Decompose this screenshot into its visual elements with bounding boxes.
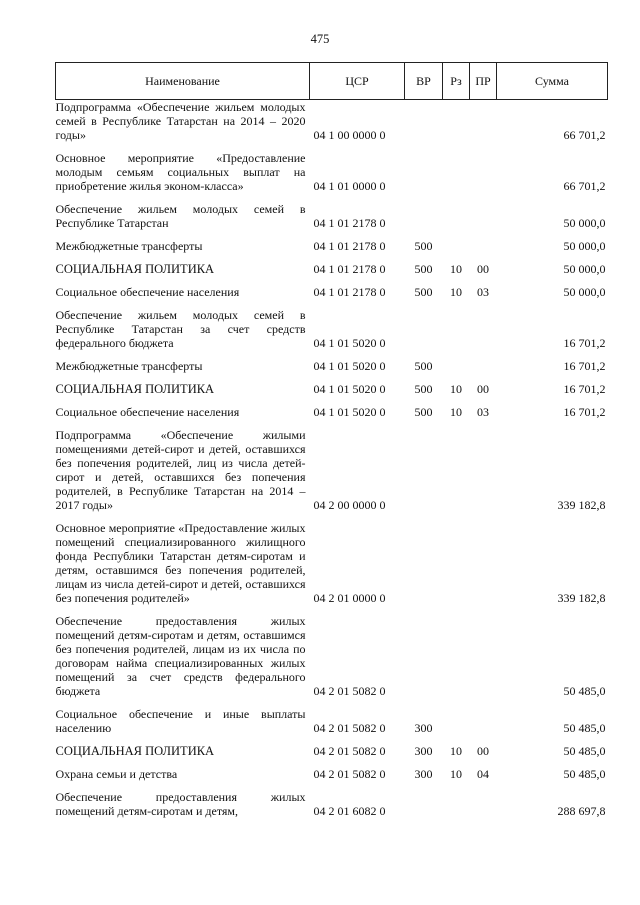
header-csr: ЦСР	[310, 63, 405, 100]
table-row	[56, 738, 608, 761]
cell-vr	[405, 100, 443, 146]
table-row	[56, 422, 608, 515]
cell-csr: 04 2 01 5082 0	[313, 721, 386, 735]
cell-pr: 00	[477, 744, 489, 758]
table-row	[56, 302, 608, 353]
cell-csr: 04 1 00 0000 0	[313, 128, 386, 142]
cell-sum: 16 701,2	[563, 405, 606, 419]
header-vr: ВР	[405, 63, 443, 100]
cell-rz	[443, 196, 470, 233]
cell-rz	[443, 784, 470, 821]
cell-rz: 10	[450, 382, 462, 396]
header-name: Наименование	[56, 63, 310, 100]
cell-name: Обеспечение жильем молодых семей в Республике Татарстан за счет средств федерального бюджета	[55, 308, 306, 350]
cell-rz: 10	[450, 262, 462, 276]
table-row	[56, 100, 608, 146]
cell-rz: 10	[450, 744, 462, 758]
cell-pr	[470, 196, 497, 233]
cell-rz	[443, 608, 470, 701]
table-row	[56, 279, 608, 302]
cell-vr: 500	[414, 382, 433, 396]
cell-rz	[443, 515, 470, 608]
cell-pr: 03	[477, 405, 489, 419]
table-row	[56, 196, 608, 233]
table-row	[56, 399, 608, 422]
cell-pr	[470, 233, 497, 256]
cell-name: Социальное обеспечение населения	[55, 285, 240, 299]
cell-vr	[405, 784, 443, 821]
cell-csr: 04 1 01 2178 0	[313, 285, 386, 299]
cell-vr	[405, 608, 443, 701]
table-row	[56, 256, 608, 279]
cell-pr	[470, 100, 497, 146]
cell-name: СОЦИАЛЬНАЯ ПОЛИТИКА	[55, 262, 215, 276]
cell-rz: 10	[450, 285, 462, 299]
cell-sum: 50 000,0	[563, 285, 606, 299]
cell-rz	[443, 302, 470, 353]
cell-sum: 288 697,8	[557, 804, 606, 818]
cell-sum: 50 485,0	[563, 744, 606, 758]
cell-pr	[470, 353, 497, 376]
cell-name: Подпрограмма «Обеспечение жильем молодых семей в Республике Татарстан на 2014 – 2020 годы»	[55, 100, 306, 142]
cell-pr	[470, 784, 497, 821]
cell-csr: 04 1 01 2178 0	[313, 239, 386, 253]
cell-sum: 16 701,2	[563, 336, 606, 350]
cell-name: Обеспечение предоставления жилых помещений детям-сиротам и детям,	[55, 790, 306, 818]
cell-csr: 04 1 01 0000 0	[313, 179, 386, 193]
table-row	[56, 353, 608, 376]
cell-csr: 04 2 01 0000 0	[313, 591, 386, 605]
cell-csr: 04 2 01 5082 0	[313, 744, 386, 758]
cell-vr	[405, 515, 443, 608]
header-pr: ПР	[470, 63, 497, 100]
cell-csr: 04 1 01 5020 0	[313, 405, 386, 419]
cell-sum: 50 485,0	[563, 767, 606, 781]
table-row	[56, 761, 608, 784]
cell-csr: 04 2 01 5082 0	[313, 767, 386, 781]
cell-vr: 500	[414, 405, 433, 419]
cell-sum: 50 485,0	[563, 684, 606, 698]
cell-sum: 16 701,2	[563, 382, 606, 396]
cell-pr: 00	[477, 262, 489, 276]
cell-sum: 66 701,2	[563, 179, 606, 193]
table-row	[56, 701, 608, 738]
header-sum: Сумма	[497, 63, 608, 100]
cell-csr: 04 1 01 2178 0	[313, 216, 386, 230]
cell-pr	[470, 145, 497, 196]
cell-pr	[470, 608, 497, 701]
cell-sum: 50 000,0	[563, 262, 606, 276]
cell-vr: 500	[414, 359, 433, 373]
cell-vr: 300	[414, 721, 433, 735]
cell-name: Обеспечение жильем молодых семей в Республике Татарстан	[55, 202, 306, 230]
cell-pr	[470, 515, 497, 608]
cell-csr: 04 2 01 6082 0	[313, 804, 386, 818]
cell-sum: 66 701,2	[563, 128, 606, 142]
cell-name: Межбюджетные трансферты	[55, 239, 203, 253]
cell-rz	[443, 701, 470, 738]
cell-name: Охрана семьи и детства	[55, 767, 178, 781]
cell-rz	[443, 100, 470, 146]
cell-name: Обеспечение предоставления жилых помещений детям-сиротам и детям, оставшимся без попечения родителей, лицам из их числа по договорам найма специализированных жилых помещений за счет средств федерального бюджета	[55, 614, 306, 698]
cell-name: СОЦИАЛЬНАЯ ПОЛИТИКА	[55, 382, 215, 396]
cell-rz	[443, 422, 470, 515]
cell-vr: 500	[414, 285, 433, 299]
table-row	[56, 233, 608, 256]
cell-csr: 04 2 01 5082 0	[313, 684, 386, 698]
cell-rz	[443, 233, 470, 256]
cell-csr: 04 1 01 5020 0	[313, 382, 386, 396]
cell-rz: 10	[450, 405, 462, 419]
header-rz: Рз	[443, 63, 470, 100]
table-row	[56, 515, 608, 608]
table-row	[56, 376, 608, 399]
cell-vr	[405, 196, 443, 233]
cell-name: Социальное обеспечение и иные выплаты населению	[55, 707, 306, 735]
cell-name: Межбюджетные трансферты	[55, 359, 203, 373]
cell-vr	[405, 145, 443, 196]
cell-pr	[470, 701, 497, 738]
cell-name: Подпрограмма «Обеспечение жилыми помещениями детей-сирот и детей, оставшихся без попечения родителей, лиц из числа детей-сирот и детей, оставшихся без попечения родителей, в Республике Татарстан на 2014 – 2017 годы»	[55, 428, 306, 512]
cell-sum: 50 000,0	[563, 216, 606, 230]
cell-vr: 500	[414, 262, 433, 276]
table-row	[56, 608, 608, 701]
table-row	[56, 784, 608, 821]
cell-sum: 339 182,8	[557, 498, 606, 512]
cell-csr: 04 1 01 2178 0	[313, 262, 386, 276]
cell-csr: 04 2 00 0000 0	[313, 498, 386, 512]
cell-vr: 500	[414, 239, 433, 253]
cell-sum: 16 701,2	[563, 359, 606, 373]
cell-vr	[405, 422, 443, 515]
cell-name: Основное мероприятие «Предоставление молодым семьям социальных выплат на приобретение жилья эконом-класса»	[55, 151, 306, 193]
cell-pr	[470, 422, 497, 515]
cell-sum: 50 485,0	[563, 721, 606, 735]
cell-vr: 300	[414, 767, 433, 781]
page-number: 475	[310, 32, 330, 46]
cell-vr	[405, 302, 443, 353]
cell-pr: 04	[477, 767, 489, 781]
table-header-row	[56, 63, 608, 100]
cell-name: Основное мероприятие «Предоставление жилых помещений специализированного жилищного фонда Республики Татарстан детям-сиротам и детям, оставшимся без попечения родителей, лицам из числа детей-сирот и детей, оставшихся без попечения родителей»	[55, 521, 306, 605]
cell-pr: 03	[477, 285, 489, 299]
cell-name: Социальное обеспечение населения	[55, 405, 240, 419]
cell-vr: 300	[414, 744, 433, 758]
cell-name: СОЦИАЛЬНАЯ ПОЛИТИКА	[55, 744, 215, 758]
table-row	[56, 145, 608, 196]
cell-rz	[443, 353, 470, 376]
cell-csr: 04 1 01 5020 0	[313, 359, 386, 373]
cell-rz: 10	[450, 767, 462, 781]
cell-pr: 00	[477, 382, 489, 396]
budget-table	[55, 62, 608, 821]
cell-csr: 04 1 01 5020 0	[313, 336, 386, 350]
cell-rz	[443, 145, 470, 196]
cell-pr	[470, 302, 497, 353]
cell-sum: 339 182,8	[557, 591, 606, 605]
cell-sum: 50 000,0	[563, 239, 606, 253]
